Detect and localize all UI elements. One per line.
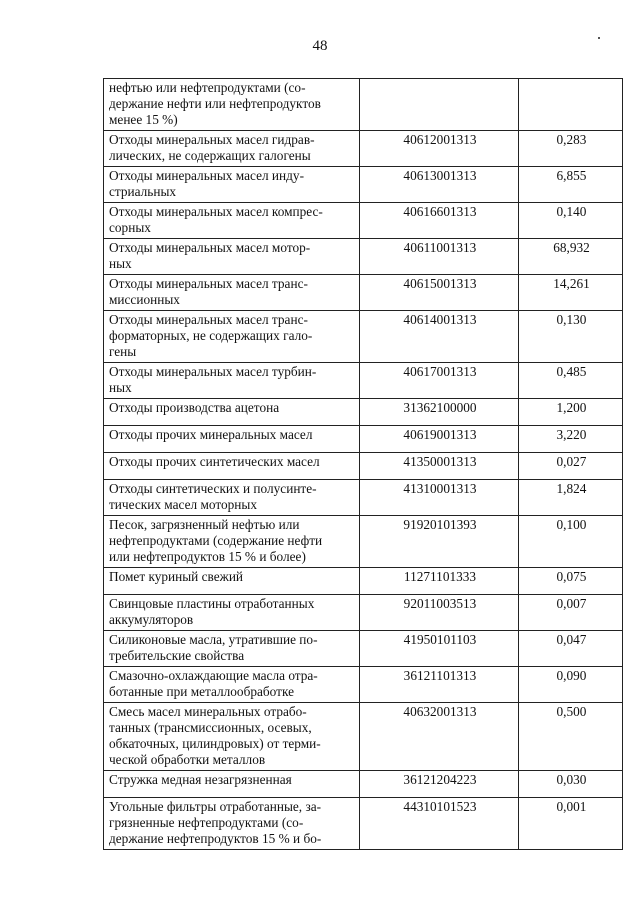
table-row	[104, 131, 623, 167]
table-row	[104, 239, 623, 275]
waste-name-line: держание нефти или нефтепродуктов	[109, 96, 321, 111]
waste-name-line: Отходы производства ацетона	[109, 400, 280, 415]
page-number: 48	[312, 38, 328, 54]
waste-code-cell: 36121101313	[360, 667, 519, 703]
waste-name-cell	[104, 595, 360, 631]
waste-amount-cell: 1,200	[519, 399, 623, 426]
table-row	[104, 480, 623, 516]
table-row	[104, 595, 623, 631]
waste-name-line: тических масел моторных	[109, 497, 257, 512]
table-row	[104, 631, 623, 667]
waste-name-line: Отходы минеральных масел транс-	[109, 276, 308, 291]
table-row	[104, 516, 623, 568]
table-row	[104, 79, 623, 131]
waste-name-line: миссионных	[109, 292, 180, 307]
waste-name-line: Смазочно-охлаждающие масла отра-	[109, 668, 318, 683]
waste-name-line: Стружка медная незагрязненная	[109, 772, 292, 787]
table-row	[104, 203, 623, 239]
table-row	[104, 703, 623, 771]
waste-name-cell	[104, 239, 360, 275]
waste-name-line: обкаточных, цилиндровых) от терми-	[109, 736, 321, 751]
waste-amount-cell: 0,030	[519, 771, 623, 798]
waste-name-line: требительские свойства	[109, 648, 245, 663]
waste-name-cell	[104, 311, 360, 363]
waste-name-cell	[104, 131, 360, 167]
waste-name-cell	[104, 79, 360, 131]
waste-name-line: форматорных, не содержащих гало-	[109, 328, 313, 343]
waste-name-cell	[104, 798, 360, 850]
waste-code-cell	[360, 79, 519, 131]
waste-name-line: Отходы минеральных масел инду-	[109, 168, 305, 183]
waste-name-line: грязненные нефтепродуктами (со-	[109, 815, 304, 830]
waste-code-cell: 40613001313	[360, 167, 519, 203]
waste-name-cell	[104, 399, 360, 426]
waste-name-line: ных	[109, 380, 132, 395]
waste-name-line: менее 15 %)	[109, 112, 178, 127]
waste-code-cell: 40615001313	[360, 275, 519, 311]
table-row	[104, 771, 623, 798]
waste-name-line: Отходы минеральных масел компрес-	[109, 204, 323, 219]
table-row	[104, 667, 623, 703]
waste-amount-cell: 0,090	[519, 667, 623, 703]
waste-name-line: гены	[109, 344, 137, 359]
waste-name-line: Смесь масел минеральных отрабо-	[109, 704, 307, 719]
waste-name-line: Отходы прочих синтетических масел	[109, 454, 320, 469]
table-row	[104, 426, 623, 453]
waste-amount-cell: 68,932	[519, 239, 623, 275]
waste-name-cell	[104, 275, 360, 311]
waste-name-line: или нефтепродуктов 15 % и более)	[109, 549, 306, 564]
waste-name-cell	[104, 631, 360, 667]
waste-name-line: нефтью или нефтепродуктами (со-	[109, 80, 306, 95]
waste-code-cell: 40611001313	[360, 239, 519, 275]
waste-amount-cell: 3,220	[519, 426, 623, 453]
waste-name-line: держание нефтепродуктов 15 % и бо-	[109, 831, 322, 846]
waste-name-cell	[104, 516, 360, 568]
waste-name-line: Свинцовые пластины отработанных	[109, 596, 315, 611]
waste-name-line: Отходы минеральных масел мотор-	[109, 240, 311, 255]
waste-amount-cell: 0,140	[519, 203, 623, 239]
waste-amount-cell: 0,007	[519, 595, 623, 631]
waste-code-cell: 40612001313	[360, 131, 519, 167]
waste-name-cell	[104, 480, 360, 516]
waste-name-line: Отходы минеральных масел гидрав-	[109, 132, 315, 147]
waste-name-cell	[104, 703, 360, 771]
table-row	[104, 399, 623, 426]
waste-code-cell: 44310101523	[360, 798, 519, 850]
waste-amount-cell: 0,283	[519, 131, 623, 167]
waste-name-line: Отходы прочих минеральных масел	[109, 427, 313, 442]
waste-amount-cell: 0,100	[519, 516, 623, 568]
waste-name-cell	[104, 167, 360, 203]
waste-name-line: Отходы минеральных масел транс-	[109, 312, 308, 327]
waste-code-cell: 40616601313	[360, 203, 519, 239]
waste-name-cell	[104, 568, 360, 595]
waste-name-line: ных	[109, 256, 132, 271]
waste-name-line: аккумуляторов	[109, 612, 194, 627]
waste-name-line: танных (трансмиссионных, осевых,	[109, 720, 312, 735]
waste-name-line: Отходы минеральных масел турбин-	[109, 364, 317, 379]
waste-name-line: лических, не содержащих галогены	[109, 148, 311, 163]
waste-amount-cell	[519, 79, 623, 131]
waste-table	[103, 78, 623, 850]
table-row	[104, 568, 623, 595]
waste-name-line: нефтепродуктами (содержание нефти	[109, 533, 323, 548]
waste-amount-cell: 0,500	[519, 703, 623, 771]
waste-name-line: Угольные фильтры отработанные, за-	[109, 799, 322, 814]
table-row	[104, 311, 623, 363]
waste-name-line: Отходы синтетических и полусинте-	[109, 481, 317, 496]
waste-name-line: ботанные при металлообработке	[109, 684, 294, 699]
waste-name-line: Помет куриный свежий	[109, 569, 244, 584]
waste-code-cell: 92011003513	[360, 595, 519, 631]
waste-amount-cell: 0,027	[519, 453, 623, 480]
waste-amount-cell: 6,855	[519, 167, 623, 203]
waste-name-line: стриальных	[109, 184, 177, 199]
waste-code-cell: 40632001313	[360, 703, 519, 771]
waste-code-cell: 41310001313	[360, 480, 519, 516]
waste-amount-cell: 0,047	[519, 631, 623, 667]
waste-amount-cell: 14,261	[519, 275, 623, 311]
waste-name-cell	[104, 667, 360, 703]
table-row	[104, 453, 623, 480]
waste-amount-cell: 0,130	[519, 311, 623, 363]
waste-code-cell: 91920101393	[360, 516, 519, 568]
waste-name-line: ческой обработки металлов	[109, 752, 266, 767]
waste-code-cell: 40617001313	[360, 363, 519, 399]
waste-name-line: Песок, загрязненный нефтью или	[109, 517, 300, 532]
waste-name-cell	[104, 453, 360, 480]
waste-code-cell: 40619001313	[360, 426, 519, 453]
table-row	[104, 275, 623, 311]
scan-speck	[598, 37, 600, 39]
table-row	[104, 798, 623, 850]
waste-amount-cell: 0,075	[519, 568, 623, 595]
waste-name-line: Силиконовые масла, утратившие по-	[109, 632, 318, 647]
waste-amount-cell: 1,824	[519, 480, 623, 516]
table-row	[104, 363, 623, 399]
waste-name-cell	[104, 426, 360, 453]
waste-code-cell: 36121204223	[360, 771, 519, 798]
table-row	[104, 167, 623, 203]
waste-code-cell: 31362100000	[360, 399, 519, 426]
waste-name-cell	[104, 203, 360, 239]
waste-amount-cell: 0,485	[519, 363, 623, 399]
waste-code-cell: 41950101103	[360, 631, 519, 667]
waste-name-cell	[104, 771, 360, 798]
waste-code-cell: 11271101333	[360, 568, 519, 595]
waste-amount-cell: 0,001	[519, 798, 623, 850]
waste-code-cell: 41350001313	[360, 453, 519, 480]
waste-code-cell: 40614001313	[360, 311, 519, 363]
waste-name-cell	[104, 363, 360, 399]
waste-name-line: сорных	[109, 220, 151, 235]
